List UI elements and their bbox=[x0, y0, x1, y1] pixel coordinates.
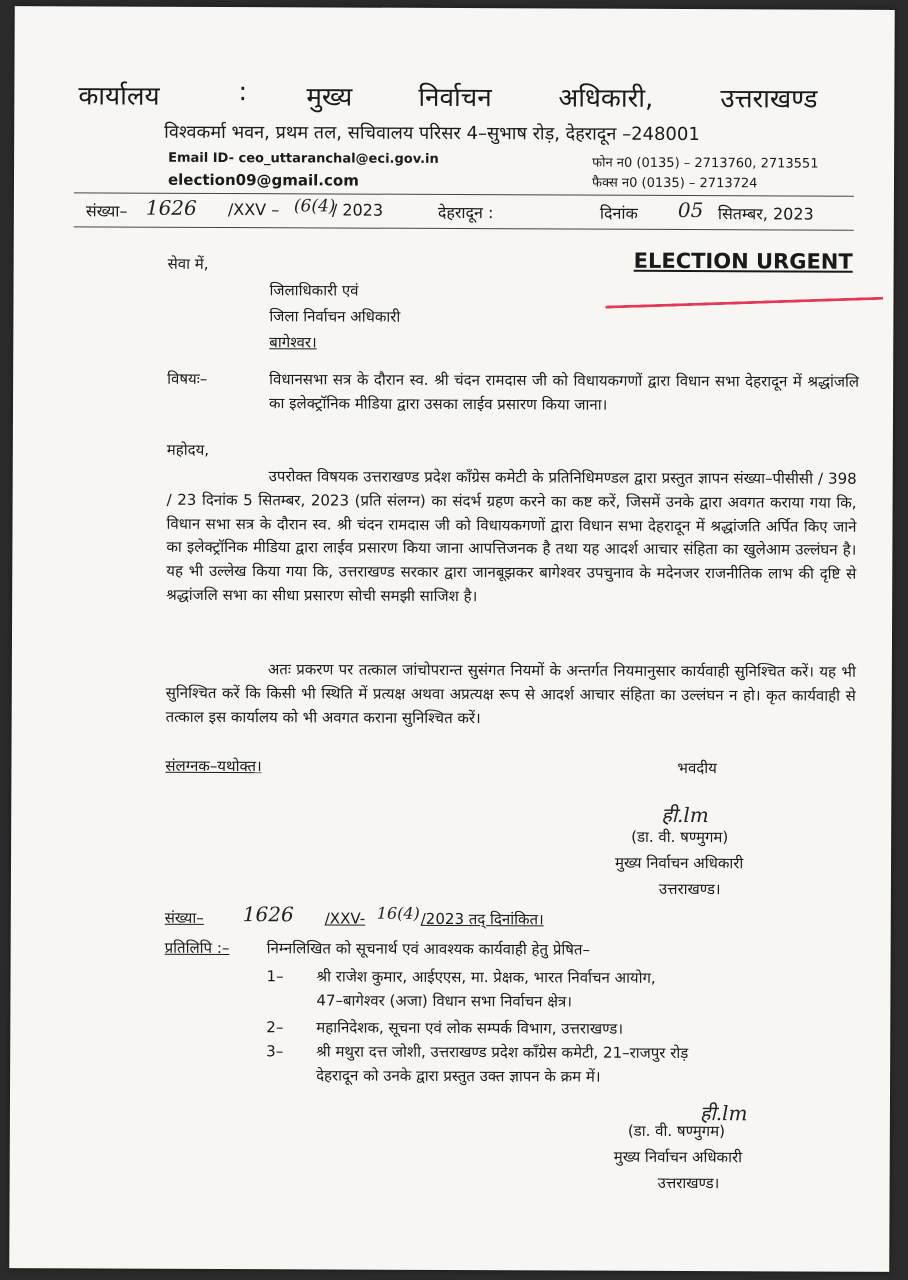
officer-title-1: मुख्य bbox=[306, 82, 353, 113]
copy-ref-label: संख्या– bbox=[164, 908, 204, 927]
letter-salutation: महोदय, bbox=[166, 440, 210, 459]
email-line-1: Email ID- ceo_uttaranchal@eci.gov.in bbox=[168, 150, 439, 167]
copy-ref-handwritten-2: 16(4) bbox=[376, 903, 420, 923]
signature-1: ही.lm bbox=[661, 802, 709, 828]
addressee-line-3: बागेश्वर। bbox=[269, 333, 317, 352]
copy-item-1-line-2: 47–बागेश्वर (अजा) विधान सभा निर्वाचन क्षेत्र। bbox=[316, 991, 573, 1011]
signatory-2-state: उत्तराखण्ड। bbox=[657, 1173, 720, 1193]
officer-title-3: अधिकारी, bbox=[558, 83, 654, 114]
ref-date-label: दिनांक bbox=[599, 203, 638, 223]
ref-place: देहरादून : bbox=[437, 202, 494, 223]
state-name: उत्तराखण्ड bbox=[720, 84, 818, 115]
copy-item-2-line-1: महानिदेशक, सूचना एवं लोक सम्पर्क विभाग, उत्तराखण्ड। bbox=[316, 1018, 624, 1038]
ref-date-text: सितम्बर, 2023 bbox=[717, 204, 814, 224]
closing-yours: भवदीय bbox=[677, 758, 717, 778]
copy-item-3-line-2: देहरादून को उनके द्वारा प्रस्तुत उक्त ज्ञापन के क्रम में। bbox=[316, 1066, 601, 1086]
signatory-1-state: उत्तराखण्ड। bbox=[658, 879, 721, 899]
subject-label: विषयः– bbox=[167, 369, 208, 388]
letter-page bbox=[9, 6, 894, 1272]
enclosure-note: संलग्नक–यथोक्त। bbox=[165, 756, 262, 776]
copy-item-1-num: 1– bbox=[266, 967, 284, 986]
phone-number: फोन न0 (0135) – 2713760, 2713551 bbox=[592, 155, 819, 172]
office-address: विश्वकर्मा भवन, प्रथम तल, सचिवालय परिसर 4–सुभाष रोड़, देहरादून –248001 bbox=[164, 121, 700, 146]
red-pen-underline bbox=[605, 297, 883, 309]
copy-item-3-line-1: श्री मथुरा दत्त जोशी, उत्तराखण्ड प्रदेश काँग्रेस कमेटी, 21–राजपुर रोड़ bbox=[316, 1042, 689, 1063]
copy-ref-rest: /2023 तद् दिनांकित। bbox=[420, 909, 544, 929]
copy-label: प्रतिलिपि :– bbox=[164, 938, 230, 958]
signatory-2-title: मुख्य निर्वाचन अधिकारी bbox=[613, 1147, 743, 1167]
copy-item-1-line-1: श्री राजेश कुमार, आईएएस, मा. प्रेक्षक, भारत निर्वाचन आयोग, bbox=[316, 967, 656, 987]
email-line-2: election09@gmail.com bbox=[167, 170, 359, 190]
signature-2: ही.lm bbox=[699, 1101, 748, 1126]
subject-text: विधानसभा सत्र के दौरान स्व. श्री चंदन रामदास जी को विधायकगणों द्वारा विधान सभा देहरादून में श्रद्धांजलि का इलेक्ट्रॉनिक मीडिया द्वारा उसका लाईव प्रसारण किया जाना। bbox=[268, 370, 860, 414]
election-urgent-stamp: ELECTION URGENT bbox=[633, 248, 853, 274]
ref-number-code: /XXV – bbox=[227, 200, 280, 220]
signatory-1-title: मुख्य निर्वाचन अधिकारी bbox=[614, 853, 744, 873]
paragraph-1-text: उपरोक्त विषयक उत्तराखण्ड प्रदेश काँग्रेस कमेटी के प्रतिनिधिमण्डल द्वारा प्रस्तुत ज्ञापन संख्या–पीसीसी / 398 / 23 दिनांक 5 सितम्बर, 2023 (प्रति संलग्न) का संदर्भ ग्रहण करने का कष्ट करें, जिसमें उनके द्वारा अवगत कराया गया कि, विधान सभा सत्र के दौरान स्व. श्री चंदन रामदास जी को विधायकगणों द्वारा विधान सभा देहरादून में श्रद्धांजति अर्पित किए जाने का इलेक्ट्रॉनिक मीडिया द्वारा लाईव प्रसारण किया जाना आपत्तिजनक है तथा यह आदर्श आचार संहिता का खुलेआम उल्लंघन है। यह भी उल्लेख किया गया कि, उत्तराखण्ड सरकार द्वारा जानबूझकर बागेश्वर उपचुनाव के मदेनजर राजनीतिक लाभ की दृष्टि से श्रद्धांजलि सभा का सीधा प्रसारण सोची समझी साजिश है। bbox=[166, 467, 857, 606]
ref-number-handwritten-2: (6(4) bbox=[293, 196, 336, 217]
ref-number-year: / 2023 bbox=[331, 200, 384, 220]
paragraph-1 bbox=[166, 465, 857, 611]
officer-title-2: निर्वाचन bbox=[418, 82, 492, 114]
ref-number-handwritten: 1626 bbox=[145, 195, 197, 220]
signatory-2-name: (डा. वी. षण्मुगम) bbox=[627, 1121, 725, 1141]
ref-number-label: संख्या– bbox=[85, 201, 128, 221]
copy-item-3-num: 3– bbox=[266, 1042, 284, 1061]
office-label: कार्यालय bbox=[78, 81, 160, 112]
fax-number: फैक्स न0 (0135) – 2713724 bbox=[591, 175, 758, 192]
ref-date-handwritten: 05 bbox=[677, 197, 704, 223]
paragraph-2 bbox=[166, 658, 856, 732]
signatory-1-name: (डा. वी. षण्मुगम) bbox=[631, 827, 729, 847]
to-salutation: सेवा में, bbox=[167, 254, 209, 273]
header-colon: : bbox=[238, 77, 248, 108]
header-divider-bottom bbox=[74, 226, 854, 230]
copy-ref-handwritten: 1626 bbox=[242, 902, 294, 927]
addressee-line-2: जिला निर्वाचन अधिकारी bbox=[269, 307, 401, 326]
addressee-line-1: जिलाधिकारी एवं bbox=[269, 281, 359, 300]
paragraph-2-text: अतः प्रकरण पर तत्काल जांचोपरान्त सुसंगत नियमों के अन्तर्गत नियमानुसार कार्यवाही सुनिश्चित करें। यह भी सुनिश्चित करें कि किसी भी स्थिति में प्रत्यक्ष अथवा अप्रत्यक्ष रूप से आदर्श आचार संहिता का उल्लंघन न हो। कृत कार्यवाही से तत्काल इस कार्यालय को भी अवगत कराना सुनिश्चित करें। bbox=[165, 660, 856, 727]
copy-ref-code: /XXV- bbox=[324, 909, 366, 928]
copy-item-2-num: 2– bbox=[266, 1018, 284, 1037]
copy-intro: निम्नलिखित को सूचनार्थ एवं आवश्यक कार्यवाही हेतु प्रेषित– bbox=[266, 939, 591, 959]
